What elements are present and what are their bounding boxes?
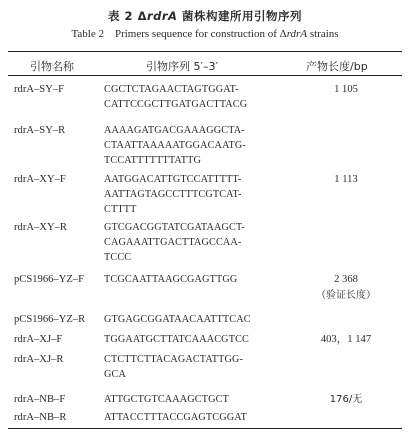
primer-name: rdrA–XJ–R — [14, 354, 64, 365]
caption-cn-prefix: 表 2 — [108, 9, 134, 23]
primer-sequence-line: TCCATTTTTTTATTG — [104, 155, 202, 166]
primer-sequence-line: TGGAATGCTTATCAAACGTCC — [104, 334, 249, 345]
product-length: 2 368 — [334, 274, 358, 285]
primer-name: rdrA–SY–F — [14, 84, 65, 95]
product-length: （验证长度） — [316, 290, 376, 301]
product-length: 403，1 147 — [320, 334, 372, 345]
primer-name: pCS1966–YZ–R — [14, 314, 86, 325]
primer-sequence-line: CTAATTAAAAATGGACAATG- — [104, 140, 246, 151]
caption-en-suffix: strains — [307, 28, 339, 40]
primer-sequence-line: GCA — [104, 369, 126, 380]
caption-en-delta: Δ — [279, 28, 287, 40]
primer-sequence-line: AATGGACATTGTCCATTTTT- — [104, 174, 242, 185]
table-caption-en — [0, 28, 410, 40]
primer-sequence-line: AAAAGATGACGAAAGGCTA- — [104, 125, 245, 136]
top-rule — [8, 51, 402, 52]
primer-name: rdrA–NB–R — [14, 412, 67, 423]
primer-sequence-line: CATTCCGCTTGATGACTTACG — [104, 99, 248, 110]
primer-sequence-line: GTCGACGGTATCGATAAGCT- — [104, 222, 245, 233]
bottom-rule — [8, 428, 402, 429]
header-name: 引物名称 — [30, 60, 74, 73]
product-length: 1 105 — [334, 84, 358, 95]
primer-sequence-line: TCCC — [104, 252, 132, 263]
primer-name: pCS1966–YZ–F — [14, 274, 85, 285]
primer-sequence-line: ATTACCTTTACCGAGTCGGAT — [104, 412, 248, 423]
caption-en-prefix: Table 2 Primers sequence for construction of — [71, 28, 280, 40]
primer-name: rdrA–NB–F — [14, 394, 66, 405]
primer-sequence-line: ATTGCTGTCAAAGCTGCT — [104, 394, 229, 405]
product-length: 1 113 — [334, 174, 358, 185]
caption-cn-gene: rdrA — [146, 9, 178, 23]
primer-sequence-line: CGCTCTAGAACTAGTGGAT- — [104, 84, 239, 95]
caption-cn-suffix: 菌株构建所用引物序列 — [177, 9, 302, 23]
table-caption-cn — [0, 8, 410, 24]
primer-name: rdrA–XY–R — [14, 222, 67, 233]
primer-sequence-line: TCGCAATTAAGCGAGTTGG — [104, 274, 238, 285]
product-length: 176/无 — [329, 394, 363, 405]
header-sequence: 引物序列 5′–3′ — [146, 60, 218, 73]
primer-name: rdrA–XJ–F — [14, 334, 63, 345]
primer-sequence-line: CTTTT — [104, 204, 137, 215]
primer-sequence-line: CAGAAATTGACTTAGCCAA- — [104, 237, 242, 248]
caption-cn-delta: Δ — [137, 9, 147, 23]
header-rule — [8, 75, 402, 76]
primer-name: rdrA–SY–R — [14, 125, 66, 136]
primer-sequence-line: AATTAGTAGCCTTTCGTCAT- — [104, 189, 242, 200]
header-length: 产物长度/bp — [306, 60, 368, 73]
primer-sequence-line: GTGAGCGGATAACAATTTCAC — [104, 314, 251, 325]
primer-name: rdrA–XY–F — [14, 174, 66, 185]
caption-en-gene: rdrA — [286, 28, 308, 40]
primer-sequence-line: CTCTTCTTACAGACTATTGG- — [104, 354, 244, 365]
